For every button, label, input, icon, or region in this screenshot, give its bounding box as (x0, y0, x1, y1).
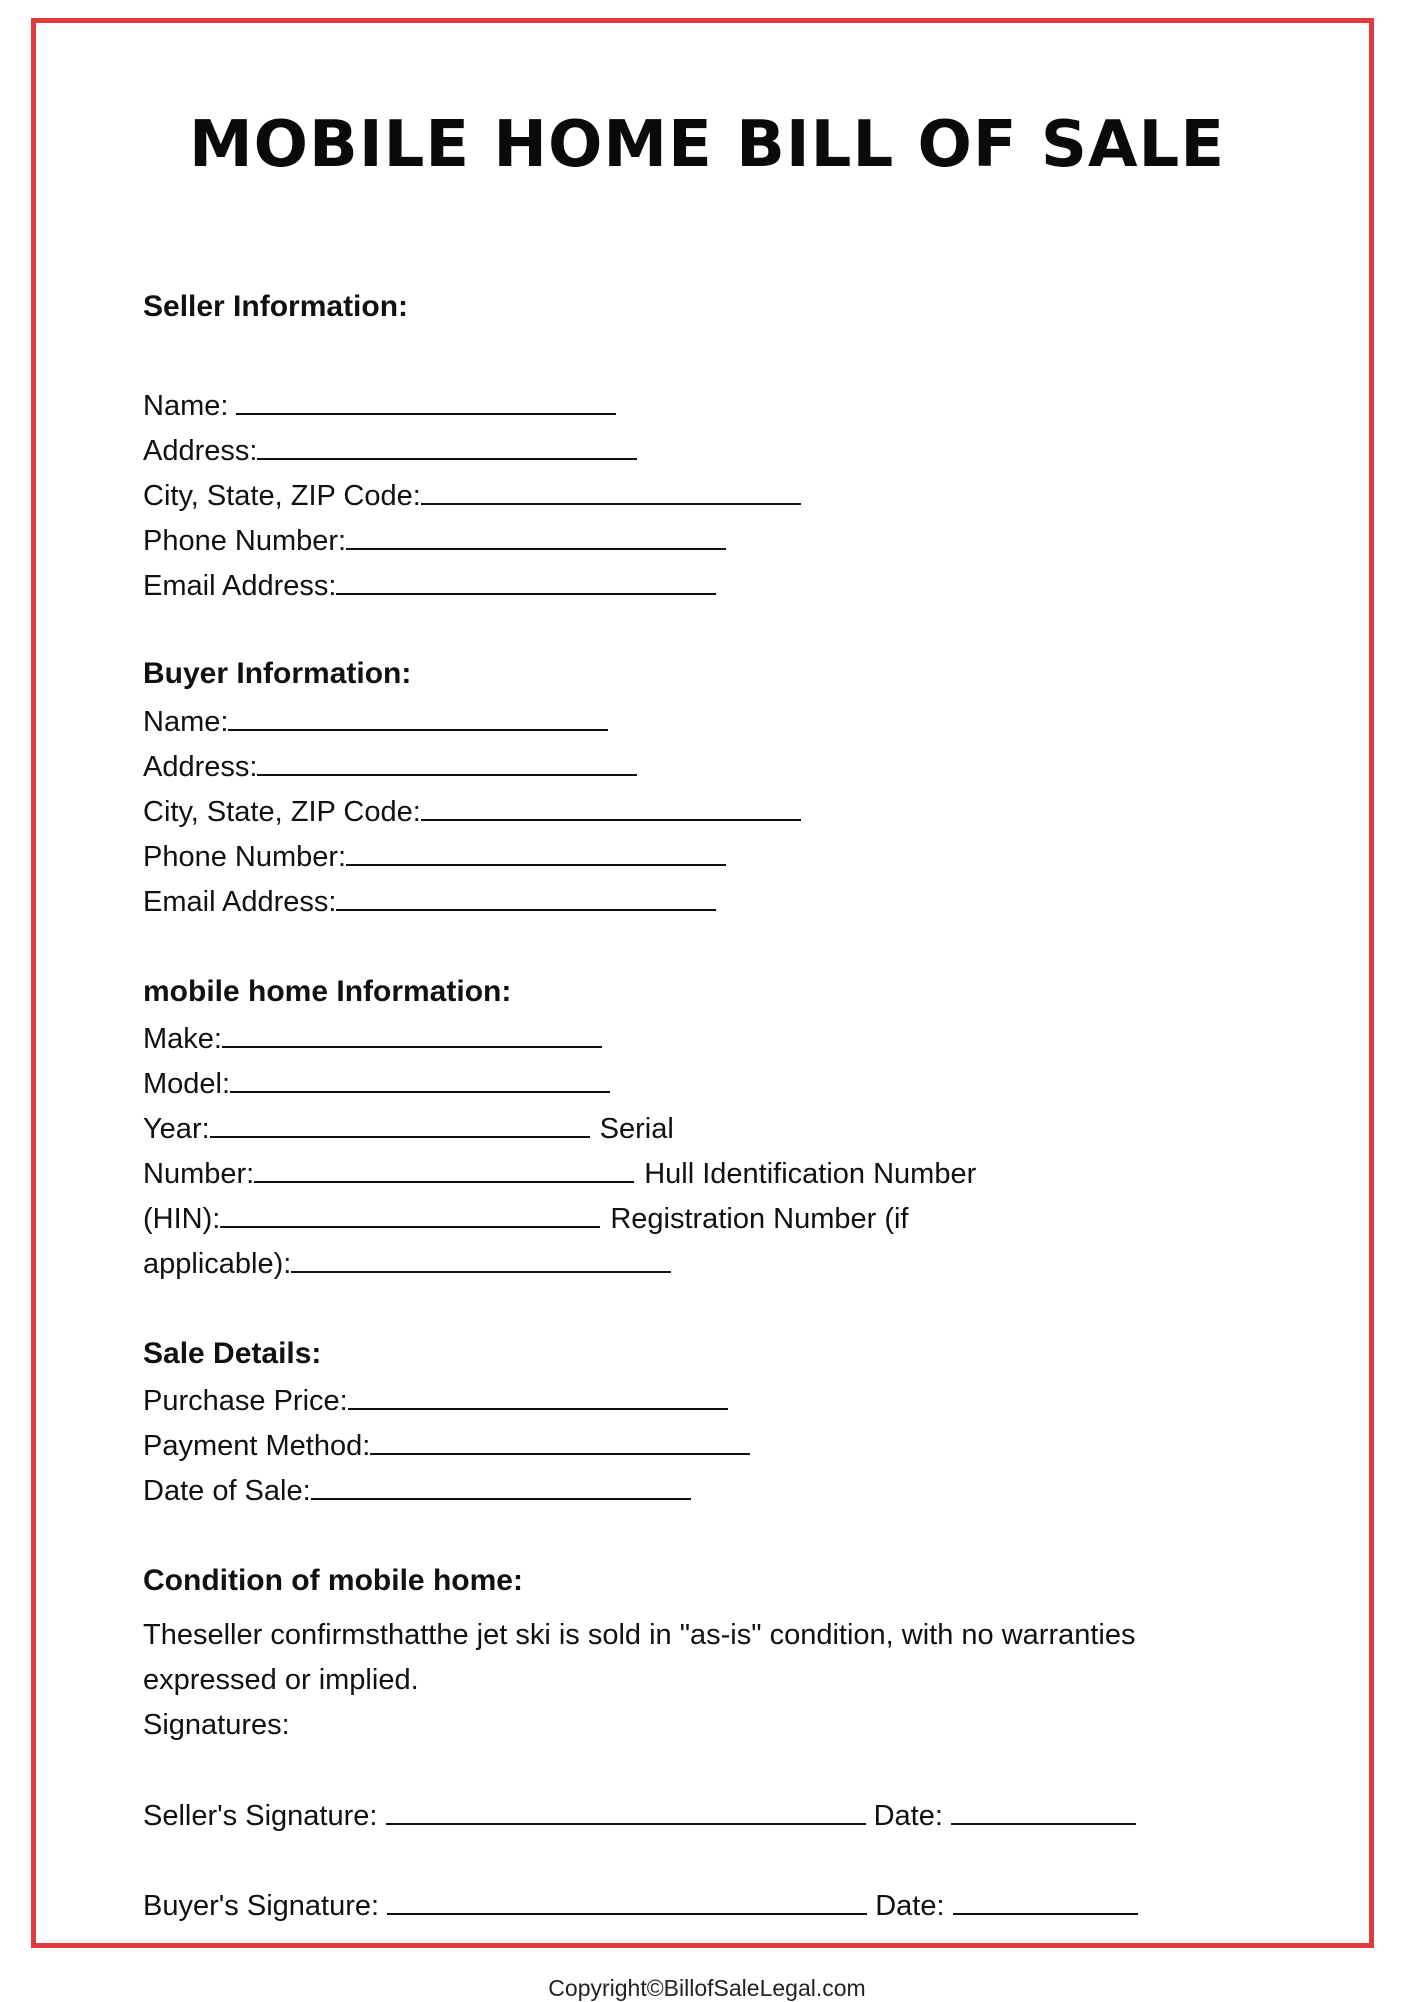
buyer-phone-label: Phone Number: (143, 841, 347, 873)
buyer-city-field[interactable] (421, 793, 801, 821)
sale-method-label: Payment Method: (143, 1430, 371, 1462)
seller-phone-label: Phone Number: (143, 525, 347, 557)
condition-heading: Condition of mobile home: (143, 1564, 523, 1597)
home-make-field[interactable] (222, 1020, 602, 1048)
sale-price-field[interactable] (348, 1382, 728, 1410)
buyer-name-label: Name: (143, 706, 229, 738)
sale-heading: Sale Details: (143, 1337, 322, 1370)
home-year-field[interactable] (210, 1110, 590, 1138)
sale-price-row (143, 1382, 728, 1419)
buyer-address-field[interactable] (257, 748, 637, 776)
seller-name-label: Name: (143, 390, 229, 422)
home-registration-label-start: Registration Number (if (610, 1203, 909, 1235)
home-serial-label-end: Number: (143, 1158, 255, 1190)
condition-text-line2: expressed or implied. (143, 1664, 419, 1696)
home-serial-row (143, 1155, 976, 1192)
buyer-name-row (143, 703, 608, 740)
home-model-label: Model: (143, 1068, 231, 1100)
home-hin-field[interactable] (220, 1200, 600, 1228)
buyer-name-field[interactable] (228, 703, 608, 731)
buyer-signature-row (143, 1887, 1138, 1924)
seller-name-field[interactable] (236, 387, 616, 415)
home-heading: mobile home Information: (143, 975, 512, 1008)
sale-date-label: Date of Sale: (143, 1475, 311, 1507)
buyer-heading: Buyer Information: (143, 657, 412, 690)
seller-phone-field[interactable] (346, 522, 726, 550)
buyer-address-row (143, 748, 637, 785)
seller-email-label: Email Address: (143, 570, 337, 602)
home-model-row (143, 1065, 610, 1102)
home-hin-label-end: (HIN): (143, 1203, 221, 1235)
buyer-phone-field[interactable] (346, 838, 726, 866)
buyer-signature-label: Buyer's Signature: (143, 1890, 380, 1922)
seller-signature-field[interactable] (386, 1797, 866, 1825)
buyer-phone-row (143, 838, 726, 875)
condition-text-line1: Theseller confirmsthatthe jet ski is sold in "as-is" condition, with no warranties (143, 1619, 1136, 1651)
seller-city-field[interactable] (421, 477, 801, 505)
home-registration-row (143, 1245, 671, 1282)
copyright-footer: Copyright©BillofSaleLegal.com (548, 1975, 866, 2001)
buyer-city-row (143, 793, 801, 830)
home-make-row (143, 1020, 602, 1057)
home-hin-label-start: Hull Identification Number (644, 1158, 977, 1190)
seller-phone-row (143, 522, 726, 559)
home-serial-field[interactable] (254, 1155, 634, 1183)
buyer-email-label: Email Address: (143, 886, 337, 918)
buyer-email-field[interactable] (336, 883, 716, 911)
home-serial-label-start: Serial (599, 1113, 674, 1145)
buyer-city-label: City, State, ZIP Code: (143, 796, 421, 828)
seller-date-label: Date: (873, 1800, 943, 1832)
sale-price-label: Purchase Price: (143, 1385, 348, 1417)
home-registration-label-end: applicable): (143, 1248, 292, 1280)
seller-signature-label: Seller's Signature: (143, 1800, 378, 1832)
seller-address-label: Address: (143, 435, 258, 467)
buyer-date-label: Date: (875, 1890, 945, 1922)
home-registration-field[interactable] (291, 1245, 671, 1273)
document-title: MOBILE HOME BILL OF SALE (188, 108, 1226, 182)
seller-email-field[interactable] (336, 567, 716, 595)
buyer-date-field[interactable] (953, 1887, 1138, 1915)
sale-method-field[interactable] (370, 1427, 750, 1455)
sale-date-field[interactable] (311, 1472, 691, 1500)
sale-date-row (143, 1472, 691, 1509)
seller-city-row (143, 477, 801, 514)
buyer-signature-field[interactable] (387, 1887, 867, 1915)
seller-email-row (143, 567, 716, 604)
home-year-label: Year: (143, 1113, 210, 1145)
home-make-label: Make: (143, 1023, 222, 1055)
seller-heading: Seller Information: (143, 290, 409, 323)
signatures-label: Signatures: (143, 1709, 290, 1741)
seller-city-label: City, State, ZIP Code: (143, 480, 421, 512)
seller-signature-row (143, 1797, 1136, 1834)
buyer-address-label: Address: (143, 751, 258, 783)
seller-address-row (143, 432, 637, 469)
buyer-email-row (143, 883, 716, 920)
seller-date-field[interactable] (951, 1797, 1136, 1825)
home-year-row (143, 1110, 674, 1147)
home-model-field[interactable] (230, 1065, 610, 1093)
seller-name-row (143, 387, 616, 424)
home-hin-row (143, 1200, 908, 1237)
seller-address-field[interactable] (257, 432, 637, 460)
sale-method-row (143, 1427, 750, 1464)
